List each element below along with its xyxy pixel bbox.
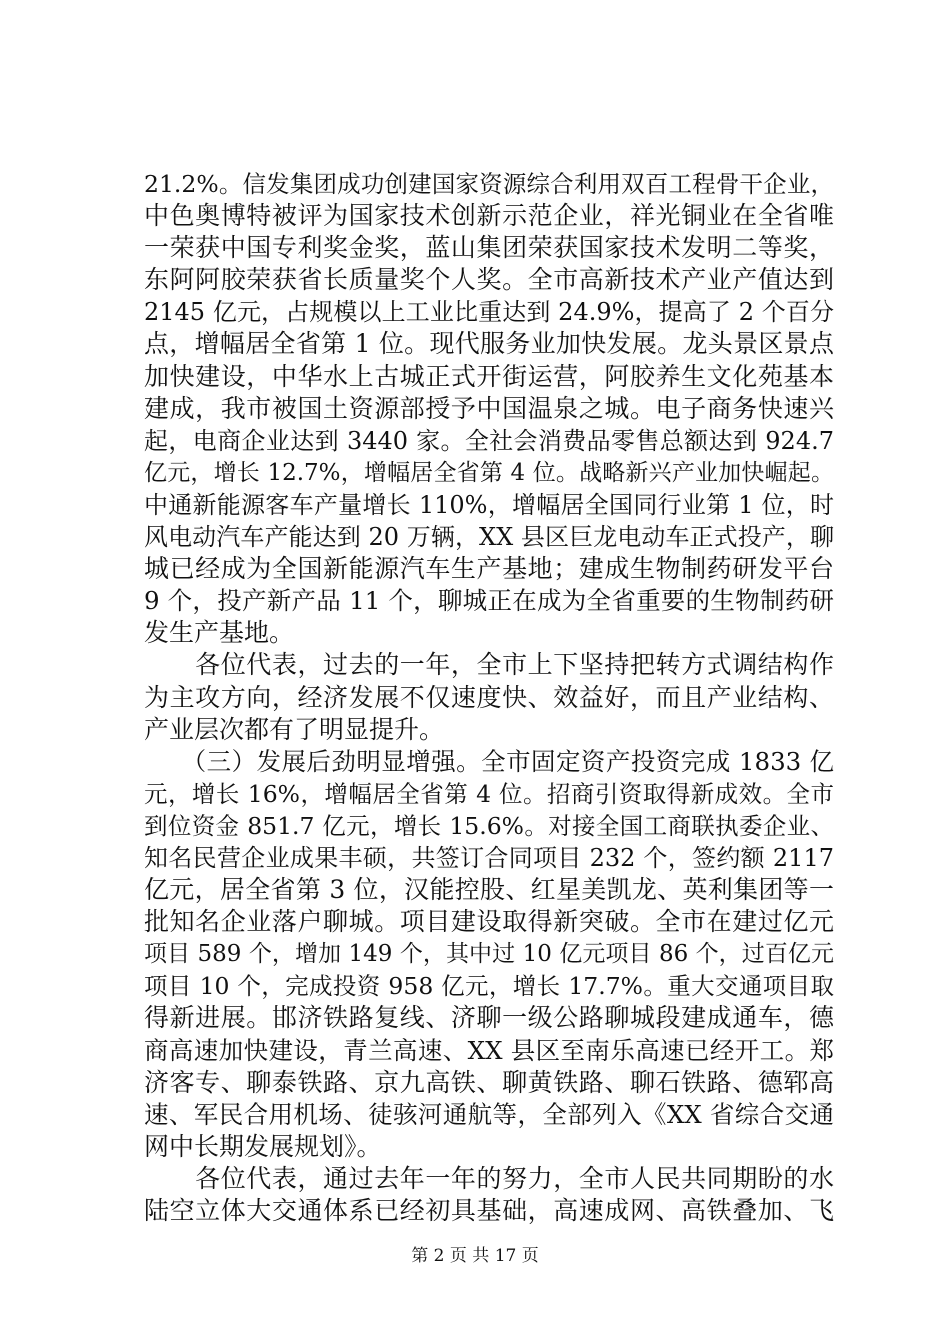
paragraph-2 [144,649,834,745]
text-line: 中通新能源客车产量增长 110%，增幅居全国同行业第 1 位，时 [144,490,834,519]
text-line: 中色奥博特被评为国家技术创新示范企业，祥光铜业在全省唯 [144,201,834,231]
text-line: 亿元，增长 12.7%，增幅居全省第 4 位。战略新兴产业加快崛起。 [144,459,834,486]
text-line: 速、军民合用机场、徒骇河通航等，全部列入《XX 省综合交通 [144,1099,834,1129]
text-line: 各位代表，过去的一年，全市上下坚持把转方式调结构作 [144,650,834,680]
text-line: 为主攻方向，经济发展不仅速度快、效益好，而且产业结构、 [144,682,834,712]
text-line: 亿元，居全省第 3 位，汉能控股、红星美凯龙、英利集团等一 [144,875,834,905]
text-line: 9 个，投产新产品 11 个，聊城正在成为全省重要的生物制药研 [144,586,834,616]
text-line: 知名民营企业成果丰硕，共签订合同项目 232 个，签约额 2117 [144,843,834,872]
text-line: 21.2%。信发集团成功创建国家资源综合利用双百工程骨干企业， [144,170,834,198]
text-line: 济客专、聊泰铁路、京九高铁、聊黄铁路、聊石铁路、德郓高 [144,1067,834,1097]
paragraph-1 [144,168,834,649]
text-line: 各位代表，通过去年一年的努力，全市人民共同期盼的水 [144,1163,834,1193]
text-line: （三）发展后劲明显增强。全市固定资产投资完成 1833 亿 [144,746,834,776]
text-line: 商高速加快建设，青兰高速、XX 县区至南乐高速已经开工。郑 [144,1035,834,1065]
text-line: 发生产基地。 [144,618,295,648]
text-line: 点，增幅居全省第 1 位。现代服务业加快发展。龙头景区景点 [144,329,834,359]
text-line: 起，电商企业达到 3440 家。全社会消费品零售总额达到 924.7 [144,426,834,455]
paragraph-4 [144,1163,834,1227]
text-line: 项目 589 个，增加 149 个，其中过 10 亿元项目 86 个，过百亿元 [144,941,834,968]
text-line: 项目 10 个，完成投资 958 亿元，增长 17.7%。重大交通项目取 [144,972,834,1001]
text-line: 风电动汽车产能达到 20 万辆，XX 县区巨龙电动车正式投产，聊 [144,523,834,552]
page-number-footer: 第 2 页 共 17 页 [411,1246,539,1266]
text-line: 建成，我市被国土资源部授予中国温泉之城。电子商务快速兴 [144,393,834,423]
text-line: 一荣获中国专利奖金奖，蓝山集团荣获国家技术发明二等奖， [144,233,834,263]
text-line: 元，增长 16%，增幅居全省第 4 位。招商引资取得新成效。全市 [144,779,834,808]
text-line: 陆空立体大交通体系已经初具基础，高速成网、高铁叠加、飞 [144,1196,834,1225]
paragraph-3 [144,746,834,1163]
text-line: 得新进展。邯济铁路复线、济聊一级公路聊城段建成通车，德 [144,1003,834,1033]
text-line: 产业层次都有了明显提升。 [144,714,445,744]
text-line: 加快建设，中华水上古城正式开街运营，阿胶养生文化苑基本 [144,361,834,391]
text-line: 2145 亿元，占规模以上工业比重达到 24.9%，提高了 2 个百分 [144,298,834,327]
text-line: 网中长期发展规划》。 [144,1131,382,1161]
text-line: 到位资金 851.7 亿元，增长 15.6%。对接全国工商联执委企业、 [144,811,834,840]
text-line: 城已经成为全国新能源汽车生产基地；建成生物制药研发平台 [144,554,834,584]
text-line: 东阿阿胶荣获省长质量奖个人奖。全市高新技术产业产值达到 [144,265,834,295]
text-line: 批知名企业落户聊城。项目建设取得新突破。全市在建过亿元 [144,907,834,937]
body-text [144,168,834,1227]
